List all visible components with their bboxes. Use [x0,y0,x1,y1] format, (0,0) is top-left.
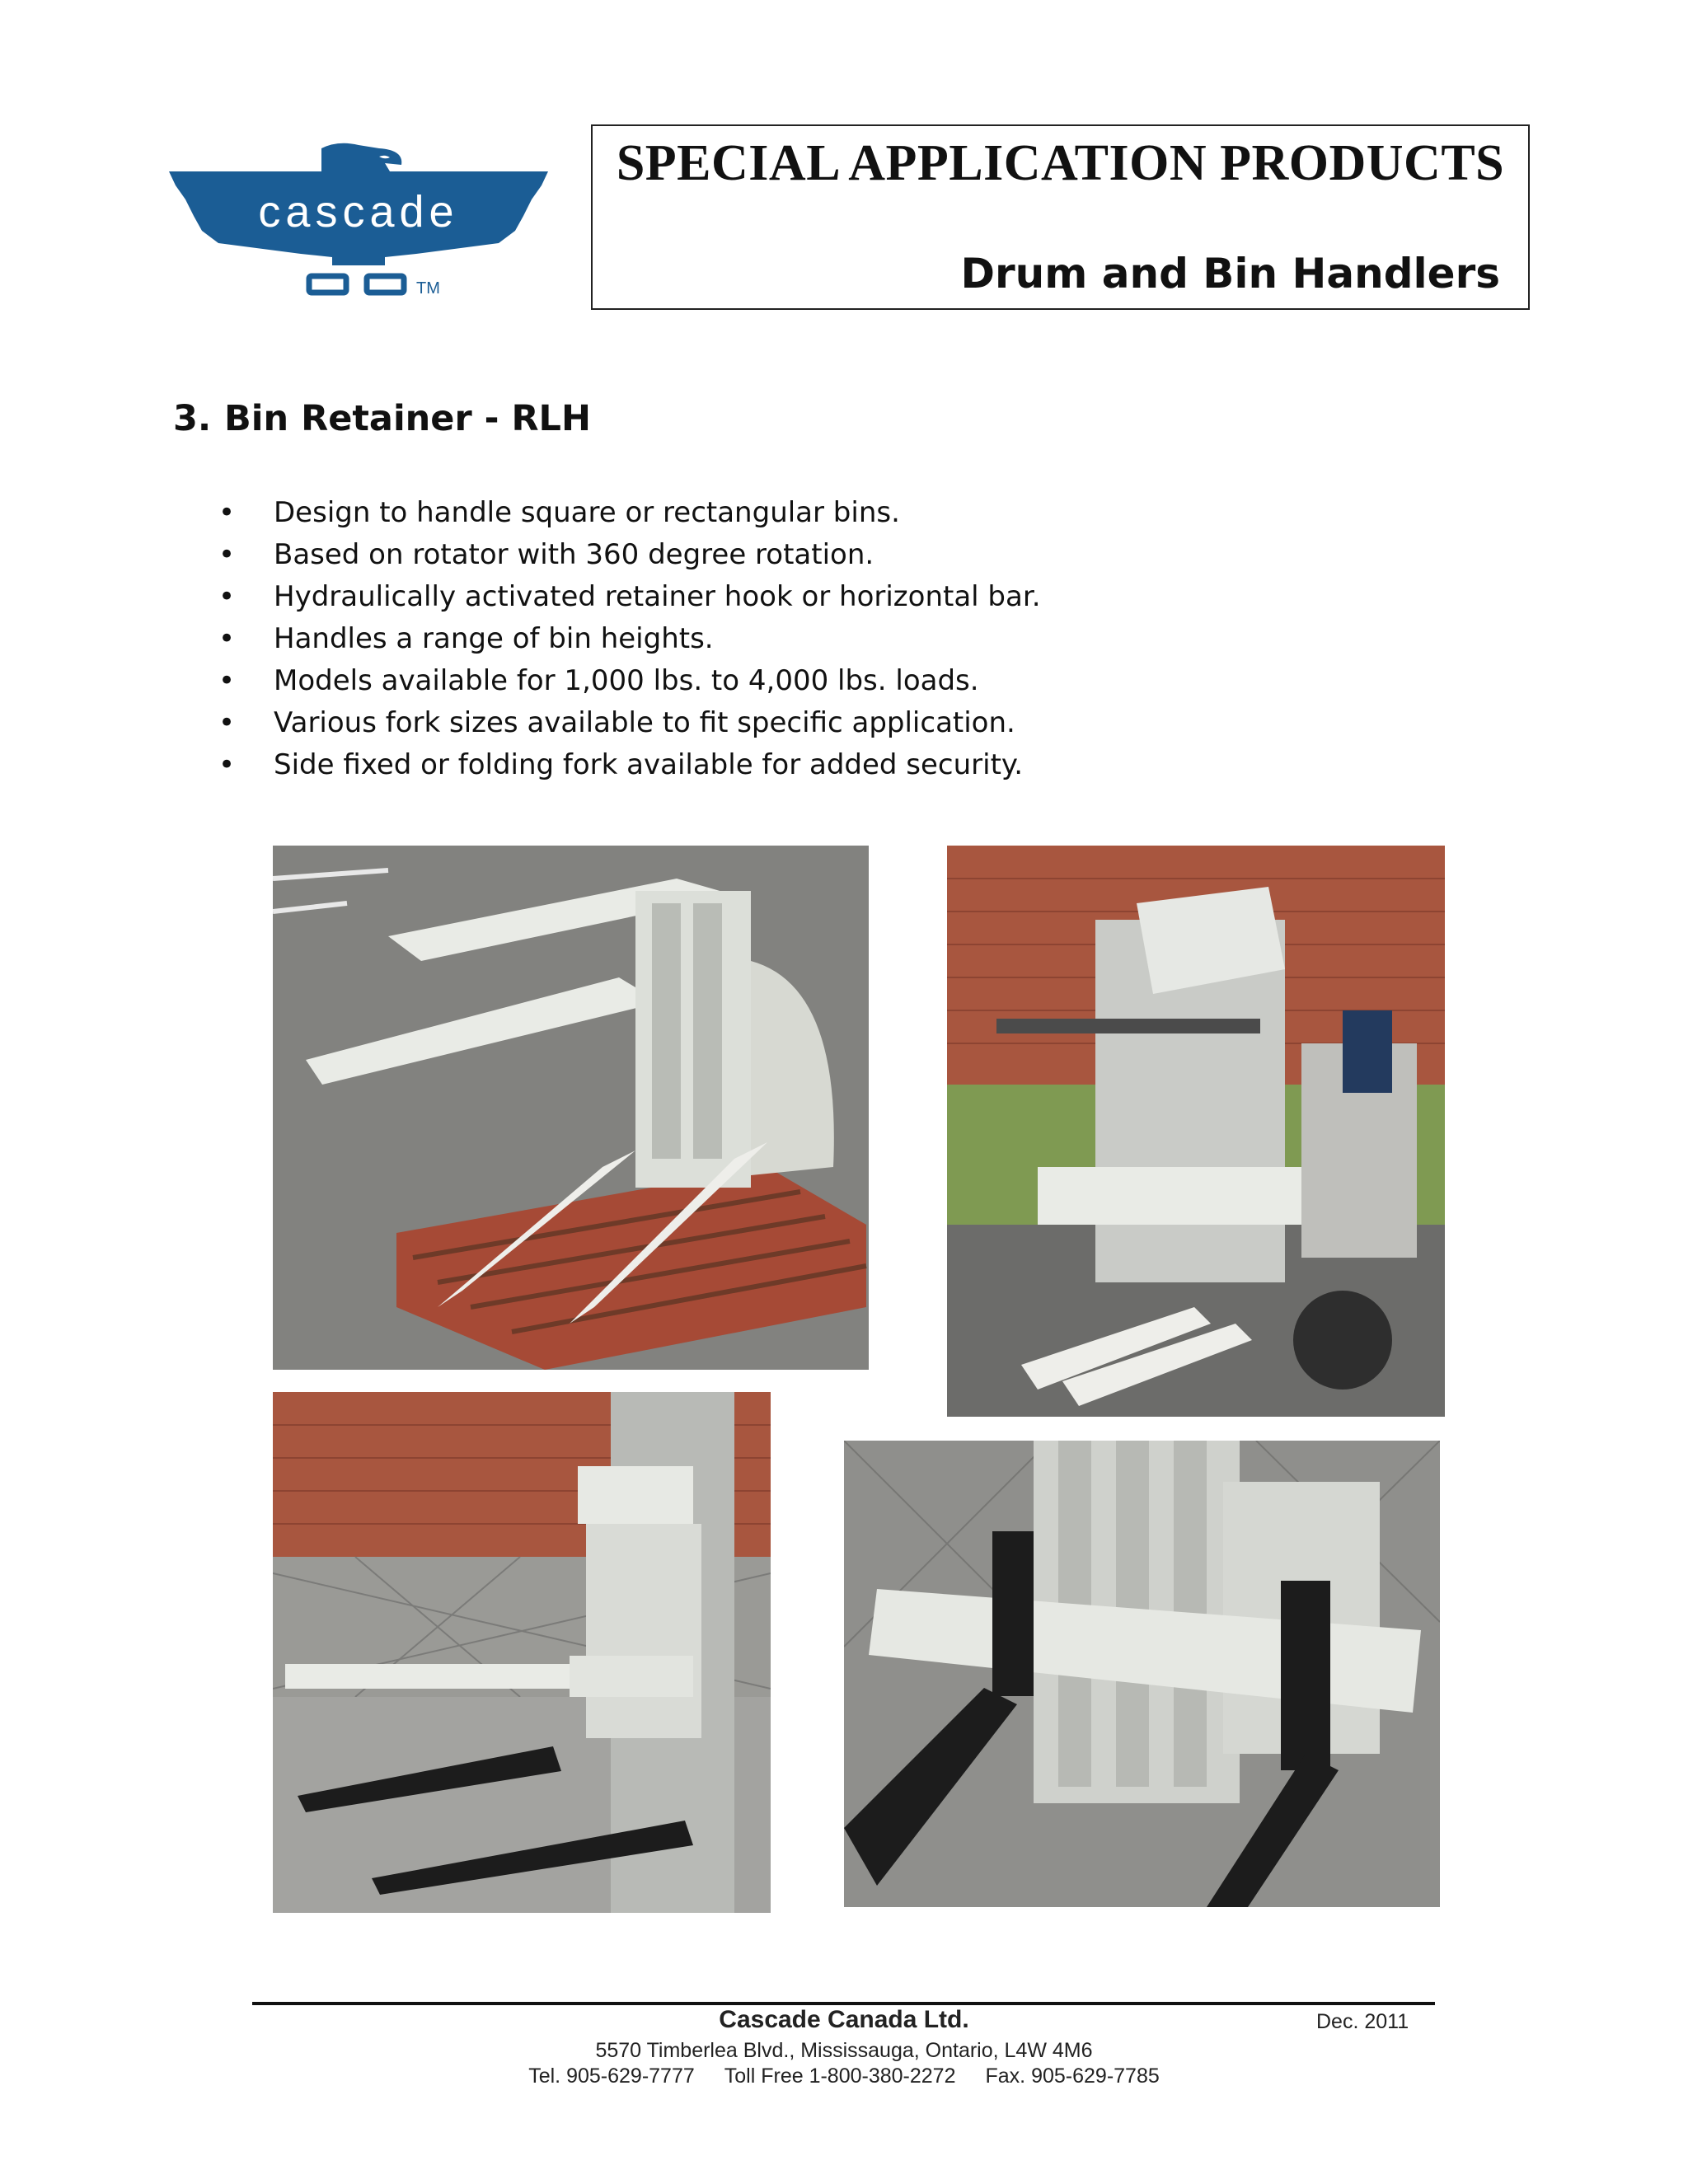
logo-trademark: TM [416,279,440,298]
list-item [218,660,1041,702]
list-item [218,702,1041,744]
product-photo-pallet [273,846,869,1370]
footer-company: Cascade Canada Ltd. [719,2006,969,2033]
feature-text: Hydraulically activated retainer hook or horizontal bar. [274,580,1041,613]
product-photo-bar-retainer [273,1392,771,1913]
cascade-logo [169,140,548,305]
page-title: SPECIAL APPLICATION PRODUCTS [616,135,1505,191]
list-item [218,534,1041,576]
section-number: 3. [173,398,212,439]
feature-text: Side fixed or folding fork available for added security. [274,748,1024,781]
list-item [218,618,1041,660]
feature-text: Various fork sizes available to fit specific application. [274,706,1015,739]
bullet-icon: • [218,664,236,697]
footer-divider [252,2002,1435,2005]
footer-fax: Fax. 905-629-7785 [985,2064,1160,2088]
list-item [218,492,1041,534]
product-photo-closeup [844,1441,1440,1907]
list-item [218,744,1041,786]
footer-toll-free: Toll Free 1-800-380-2272 [724,2064,956,2088]
footer-address: 5570 Timberlea Blvd., Mississauga, Ontario, L4W 4M6 [595,2039,1093,2062]
bullet-icon: • [218,748,236,781]
feature-text: Based on rotator with 360 degree rotation. [274,538,874,571]
bullet-icon: • [218,538,236,571]
bullet-icon: • [218,496,236,529]
feature-text: Models available for 1,000 lbs. to 4,000 lbs. loads. [274,664,979,697]
footer-tel: Tel. 905-629-7777 [528,2064,695,2088]
bullet-icon: • [218,580,236,613]
eagle-logo-icon [169,140,548,305]
product-photo-forklift [947,846,1445,1417]
footer-date: Dec. 2011 [1316,2010,1409,2033]
page-subtitle: Drum and Bin Handlers [960,250,1500,298]
feature-list [218,492,1041,786]
bullet-icon: • [218,706,236,739]
title-box [591,124,1530,310]
list-item [218,576,1041,618]
logo-wordmark: cascade [258,187,459,237]
footer-contacts [0,2064,1688,2088]
section-title: Bin Retainer - RLH [224,398,591,439]
bullet-icon: • [218,622,236,655]
section-heading [173,398,591,439]
feature-text: Design to handle square or rectangular bins. [274,496,900,529]
feature-text: Handles a range of bin heights. [274,622,714,655]
